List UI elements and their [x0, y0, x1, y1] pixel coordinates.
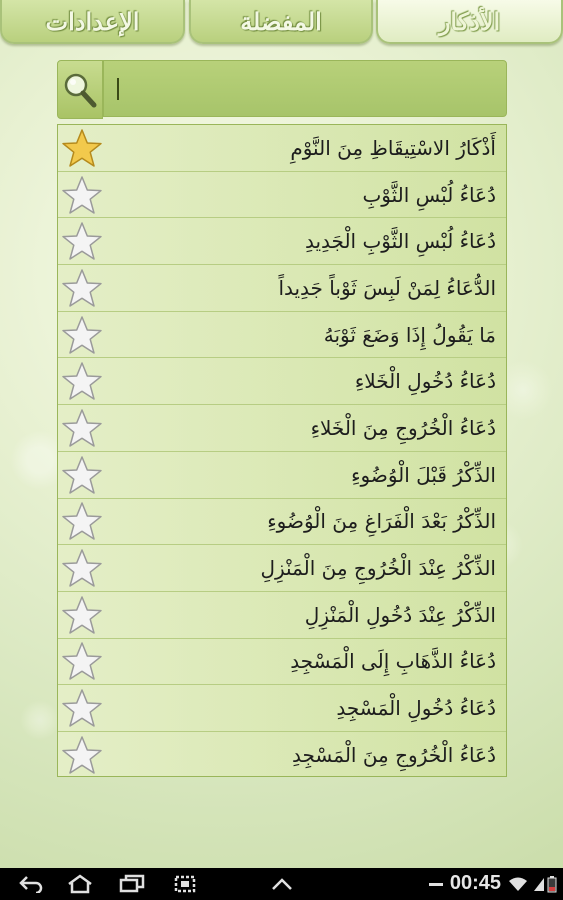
list-item[interactable]	[58, 358, 506, 405]
star-icon	[61, 501, 103, 541]
star-icon	[61, 548, 103, 588]
tab-bar	[0, 0, 563, 50]
background-flower	[20, 700, 60, 740]
chevron-up-icon[interactable]	[270, 874, 294, 894]
star-icon	[61, 641, 103, 681]
search-bar	[57, 60, 507, 117]
list-item[interactable]	[58, 545, 506, 592]
favorite-star-button[interactable]	[58, 499, 106, 545]
favorite-star-button[interactable]	[58, 592, 106, 638]
list-item-label: أَذْكَارُ الاسْتِيقَاظِ مِنَ النَّوْمِ	[290, 135, 496, 160]
search-icon	[62, 70, 98, 110]
list-item-label: الذِّكْرُ بَعْدَ الْفَرَاغِ مِنَ الْوُضُوءِ	[267, 509, 496, 534]
list-item-label: دُعَاءُ لُبْسِ الثَّوْبِ الْجَدِيدِ	[304, 229, 496, 254]
search-button[interactable]	[57, 60, 103, 119]
star-icon	[61, 268, 103, 308]
favorite-star-button[interactable]	[58, 172, 106, 218]
list-item-label: دُعَاءُ الْخُرُوجِ مِنَ الْمَسْجِدِ	[292, 742, 496, 767]
search-input[interactable]	[103, 60, 507, 117]
favorite-star-button[interactable]	[58, 218, 106, 264]
list-item[interactable]	[58, 405, 506, 452]
star-icon	[61, 221, 103, 261]
favorite-star-button[interactable]	[58, 265, 106, 311]
list-item-label: دُعَاءُ دُخُولِ الْخَلاءِ	[354, 369, 496, 394]
screenshot-icon[interactable]	[172, 874, 198, 894]
list-item[interactable]	[58, 125, 506, 172]
system-navigation-bar	[0, 868, 563, 900]
list-item[interactable]	[58, 732, 506, 777]
battery-icon	[546, 876, 558, 898]
favorite-star-button[interactable]	[58, 312, 106, 358]
tab-favorites[interactable]: المفضلة	[189, 0, 373, 44]
tab-adhkar[interactable]: الأذكار	[376, 0, 563, 44]
favorite-star-button[interactable]	[58, 405, 106, 451]
tab-settings[interactable]: الإعدادات	[0, 0, 185, 44]
list-item[interactable]	[58, 639, 506, 686]
star-icon	[61, 128, 103, 168]
star-icon	[61, 688, 103, 728]
star-icon	[61, 408, 103, 448]
favorite-star-button[interactable]	[58, 732, 106, 777]
list-item[interactable]	[58, 218, 506, 265]
favorite-star-button[interactable]	[58, 639, 106, 685]
list-item-label: الذِّكْرُ عِنْدَ الْخُرُوجِ مِنَ الْمَنْزِلِ	[260, 556, 496, 581]
star-icon	[61, 735, 103, 775]
list-item[interactable]	[58, 685, 506, 732]
list-item-label: الدُّعَاءُ لِمَنْ لَبِسَ ثَوْباً جَدِيداً	[278, 275, 496, 300]
recents-icon[interactable]	[118, 874, 146, 894]
list-item-label: دُعَاءُ دُخُولِ الْمَسْجِدِ	[336, 696, 496, 721]
star-icon	[61, 175, 103, 215]
list-item[interactable]	[58, 172, 506, 219]
list-item-label: دُعَاءُ الذَّهَابِ إِلَى الْمَسْجِدِ	[290, 649, 496, 674]
favorite-star-button[interactable]	[58, 125, 106, 171]
status-clock: 00:45	[449, 872, 501, 894]
signal-icon	[533, 876, 545, 896]
list-item-label: الذِّكْرُ عِنْدَ دُخُولِ الْمَنْزِلِ	[304, 602, 496, 627]
back-icon[interactable]	[18, 874, 44, 894]
text-cursor	[117, 78, 119, 100]
notification-icon	[427, 876, 445, 895]
star-icon	[61, 315, 103, 355]
star-icon	[61, 361, 103, 401]
adhkar-list	[57, 124, 507, 777]
star-icon	[61, 455, 103, 495]
favorite-star-button[interactable]	[58, 685, 106, 731]
favorite-star-button[interactable]	[58, 452, 106, 498]
list-item-label: مَا يَقُولُ إِذَا وَضَعَ ثَوْبَهُ	[323, 322, 496, 347]
list-item-label: دُعَاءُ لُبْسِ الثَّوْبِ	[362, 182, 496, 207]
list-item[interactable]	[58, 452, 506, 499]
star-icon	[61, 595, 103, 635]
favorite-star-button[interactable]	[58, 545, 106, 591]
list-item-label: الذِّكْرُ قَبْلَ الْوُضُوءِ	[351, 462, 496, 487]
list-item[interactable]	[58, 499, 506, 546]
home-icon[interactable]	[66, 874, 94, 894]
list-item-label: دُعَاءُ الْخُرُوجِ مِنَ الْخَلاءِ	[310, 415, 496, 440]
list-item[interactable]	[58, 265, 506, 312]
list-item[interactable]	[58, 592, 506, 639]
favorite-star-button[interactable]	[58, 358, 106, 404]
list-item[interactable]	[58, 312, 506, 359]
wifi-icon	[507, 876, 529, 896]
